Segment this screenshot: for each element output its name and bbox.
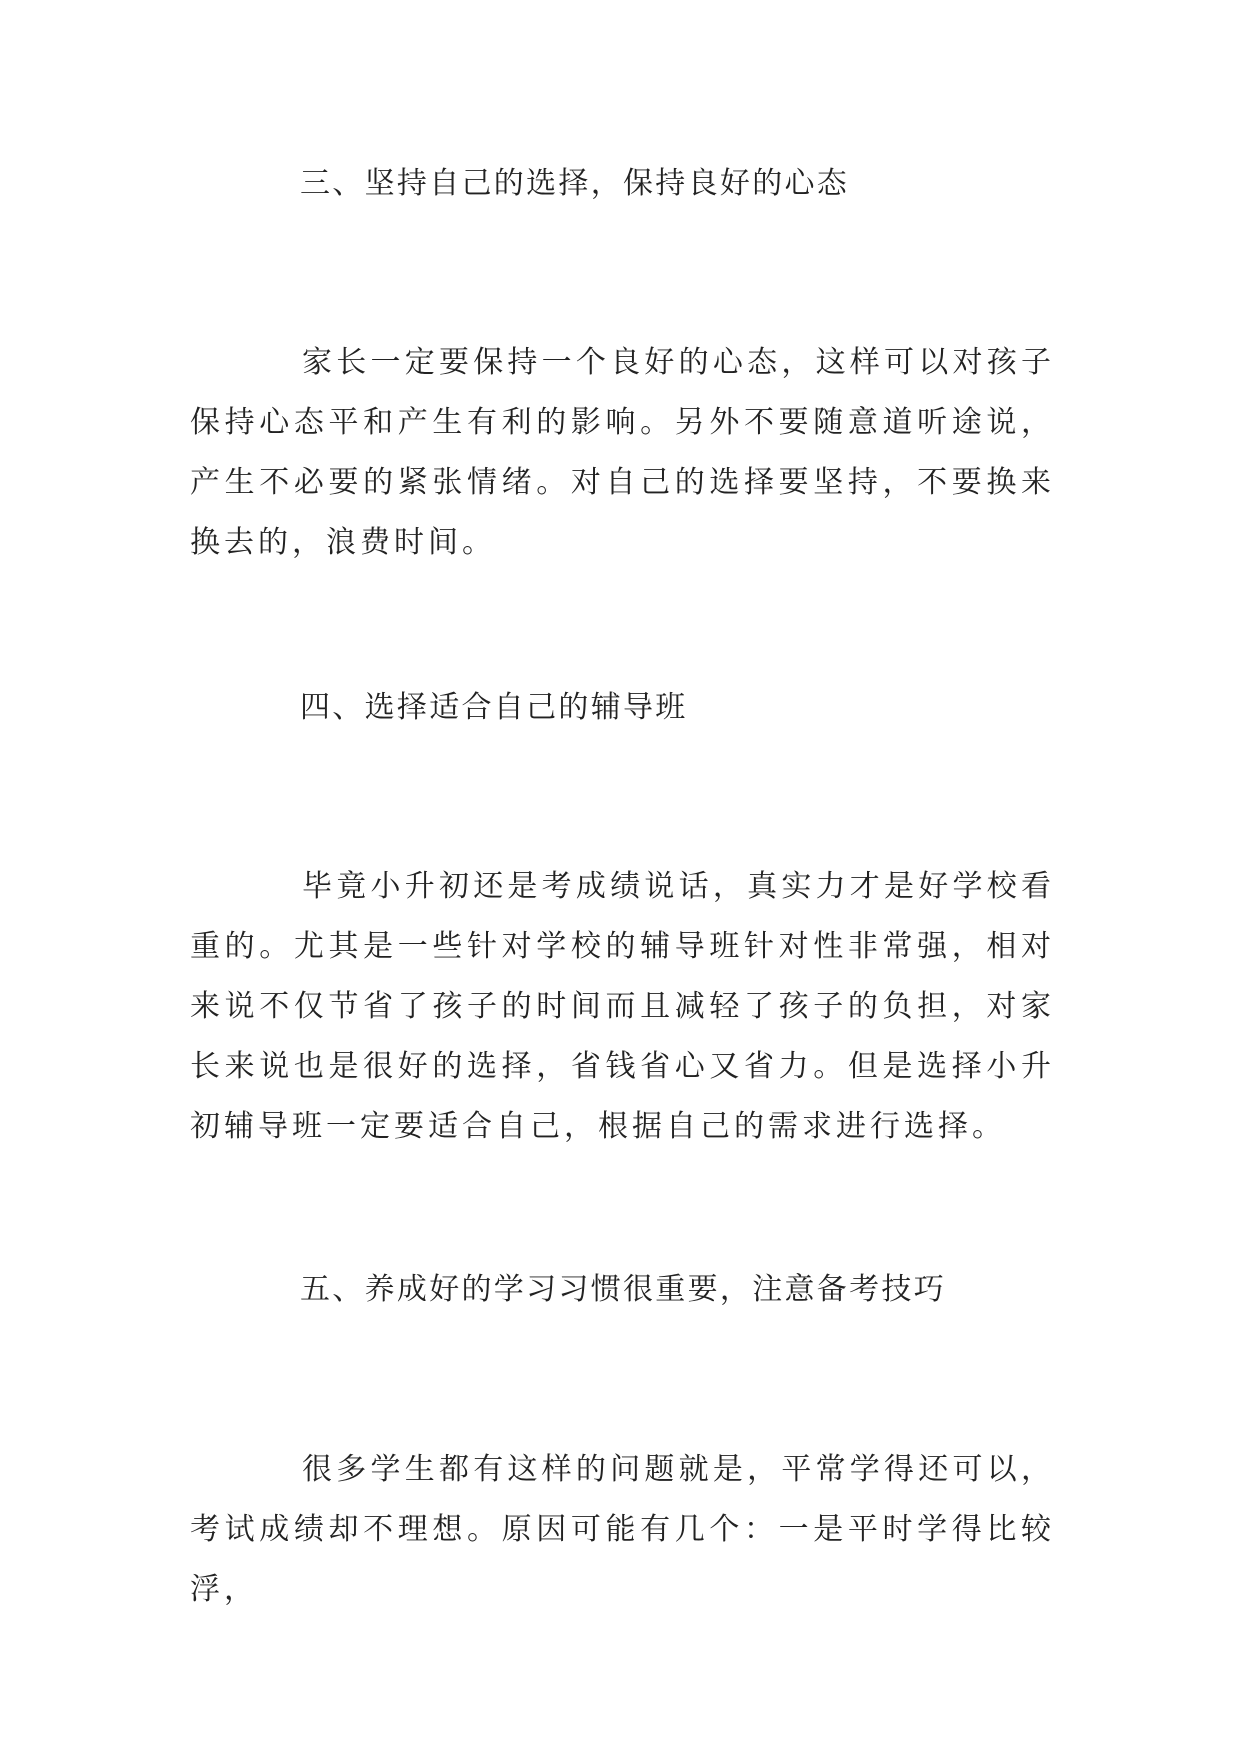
section-paragraph-5: 很多学生都有这样的问题就是，平常学得还可以，考试成绩却不理想。原因可能有几个：一是平时学得比较浮， — [190, 1452, 1055, 1607]
section-paragraph-3: 家长一定要保持一个良好的心态，这样可以对孩子保持心态平和产生有利的影响。另外不要随意道听途说，产生不必要的紧张情绪。对自己的选择要坚持，不要换来换去的，浪费时间。 — [190, 345, 1055, 560]
section-paragraph-4: 毕竟小升初还是考成绩说话，真实力才是好学校看重的。尤其是一些针对学校的辅导班针对性非常强，相对来说不仅节省了孩子的时间而且减轻了孩子的负担，对家长来说也是很好的选择，省钱省心又省力。但是选择小升初辅导班一定要适合自己，根据自己的需求进行选择。 — [190, 869, 1055, 1144]
section-heading-3: 三、坚持自己的选择，保持良好的心态 — [300, 166, 850, 201]
section-heading-5: 五、养成好的学习习惯很重要，注意备考技巧 — [300, 1272, 946, 1307]
section-heading-4: 四、选择适合自己的辅导班 — [300, 690, 688, 725]
